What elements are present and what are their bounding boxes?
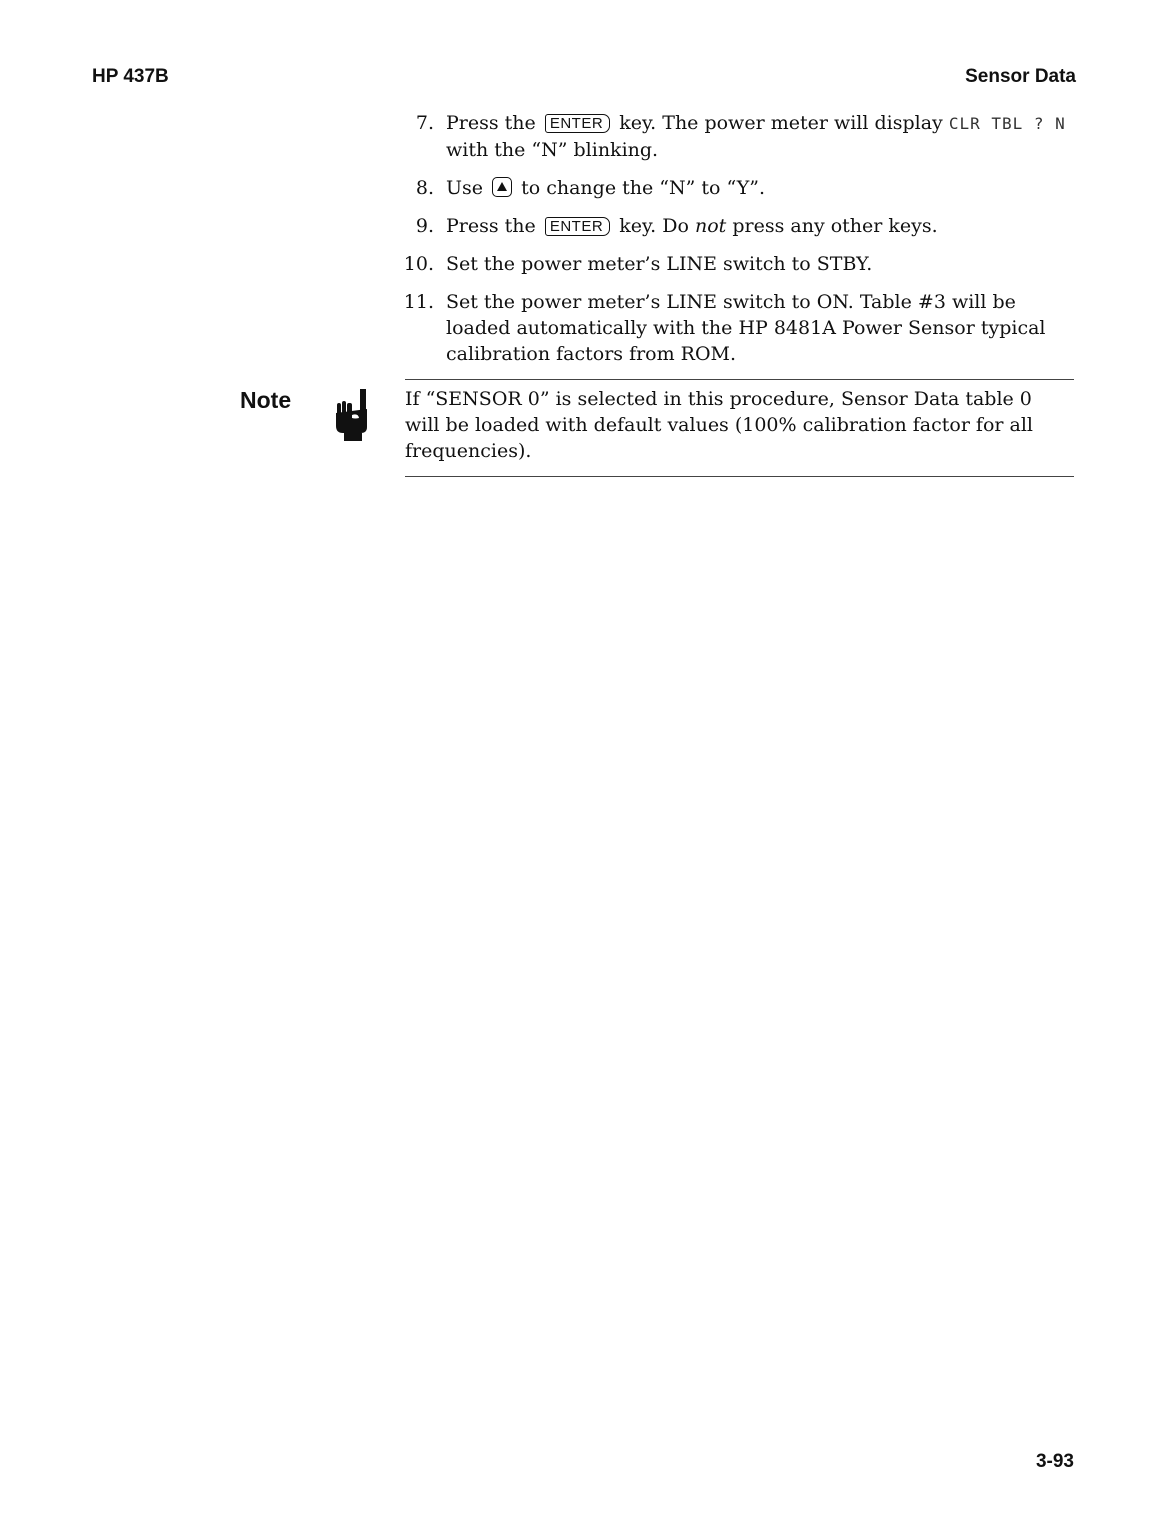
step-text: with the “N” blinking. xyxy=(446,139,659,161)
enter-key-label: ENTER xyxy=(545,114,610,133)
step-text: to change the “N” to “Y”. xyxy=(521,177,766,199)
display-readout: CLR TBL ? N xyxy=(948,114,1066,133)
running-header-section: Sensor Data xyxy=(965,66,1076,87)
step-text: key. The power meter will display xyxy=(619,112,943,134)
step-11 xyxy=(396,289,1086,367)
step-emphasis: not xyxy=(695,215,727,237)
note-text: If “SENSOR 0” is selected in this procedure, Sensor Data table 0 will be loaded with default values (100% calibration factor for all frequencies). xyxy=(405,388,1034,462)
step-number: 10. xyxy=(403,253,434,275)
running-header-model: HP 437B xyxy=(92,66,169,87)
step-text: press any other keys. xyxy=(732,215,938,237)
pointing-hand-icon xyxy=(333,389,369,441)
step-text: key. Do xyxy=(619,215,689,237)
step-8 xyxy=(396,175,1086,201)
up-arrow-key-icon xyxy=(492,177,512,197)
step-9 xyxy=(396,213,1086,239)
step-text: Press the xyxy=(446,112,536,134)
enter-key-label: ENTER xyxy=(545,217,610,236)
step-text: Set the power meter’s LINE switch to ON. Table #3 will be loaded automatically with the HP 8481A Power Sensor typical calibration factors from ROM. xyxy=(446,291,1046,365)
step-number: 7. xyxy=(415,112,434,134)
step-number: 9. xyxy=(415,215,434,237)
step-text: Use xyxy=(446,177,484,199)
procedure-steps xyxy=(396,110,1086,379)
step-number: 11. xyxy=(403,291,434,313)
note-bottom-rule xyxy=(405,476,1074,477)
note-top-rule xyxy=(405,379,1074,380)
page-number: 3-93 xyxy=(1035,1451,1074,1472)
step-10 xyxy=(396,251,1086,277)
note-label: Note xyxy=(240,387,292,413)
step-text: Press the xyxy=(446,215,536,237)
step-number: 8. xyxy=(415,177,434,199)
step-text: Set the power meter’s LINE switch to STBY. xyxy=(446,253,873,275)
step-7 xyxy=(396,110,1086,163)
